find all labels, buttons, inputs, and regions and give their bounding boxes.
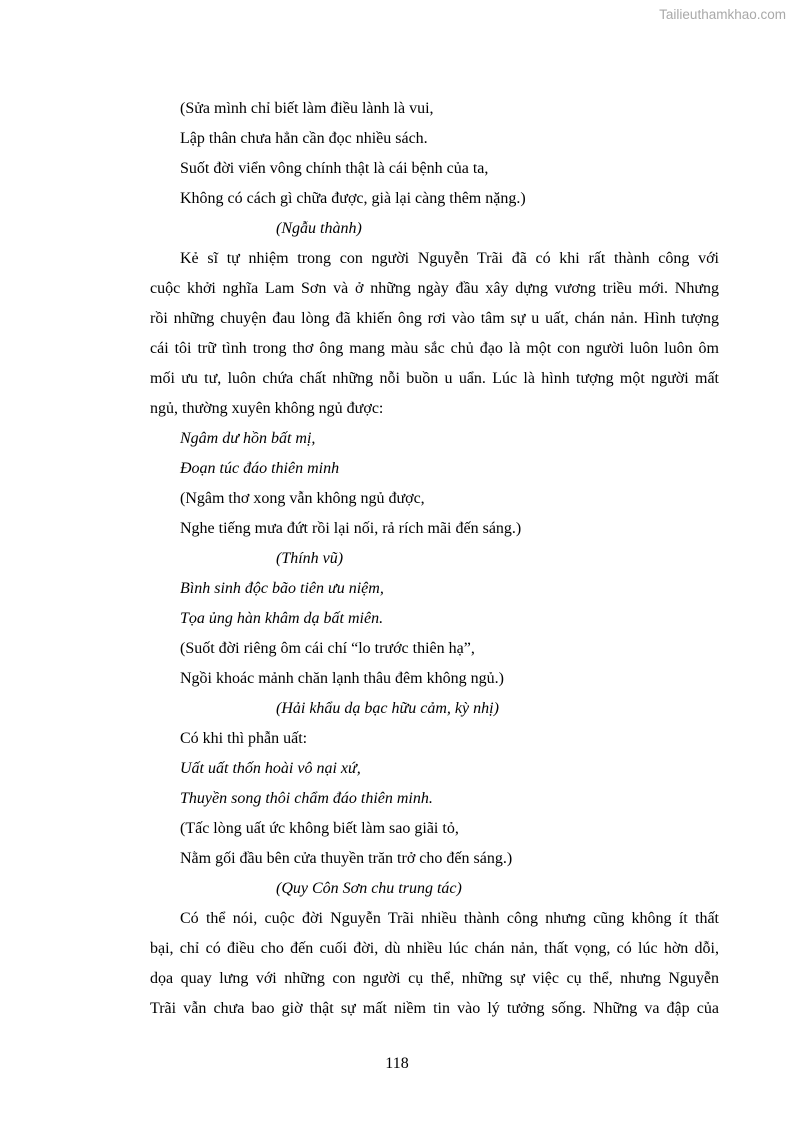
- poem-caption: (Quy Côn Sơn chu trung tác): [276, 880, 462, 897]
- paragraph-line: dọa quay lưng với những con người cụ thể, những sự việc cụ thể, nhưng Nguyễn: [150, 970, 719, 987]
- verse-translation: Nằm gối đầu bên cửa thuyền trăn trở cho đến sáng.): [180, 850, 513, 867]
- verse-original: Thuyền song thôi chẩm đáo thiên minh.: [180, 790, 433, 807]
- verse-line: (Sửa mình chỉ biết làm điều lành là vui,: [180, 100, 434, 117]
- paragraph: [150, 244, 719, 274]
- intro-line: Có khi thì phẫn uất:: [180, 730, 308, 747]
- watermark: Tailieuthamkhao.com: [659, 7, 786, 22]
- paragraph-line: Trãi vẫn chưa bao giờ thật sự mất niềm tin vào lý tưởng sống. Những va đập của: [150, 1000, 719, 1017]
- paragraph-line: cái tôi trữ tình trong thơ ông mang màu sắc chủ đạo là một con người luôn luôn ôm: [150, 340, 719, 357]
- paragraph-line: cuộc khởi nghĩa Lam Sơn và ở những ngày đầu xây dựng vương triều mới. Nhưng: [150, 280, 719, 297]
- poem-caption: (Hải khẩu dạ bạc hữu cảm, kỳ nhị): [276, 700, 499, 717]
- page-number: 118: [385, 1055, 409, 1072]
- verse-original: Uất uất thốn hoài vô nại xứ,: [180, 760, 361, 777]
- verse-original: Đoạn túc đáo thiên minh: [180, 460, 340, 477]
- verse-line: Suốt đời viển vông chính thật là cái bệnh của ta,: [180, 160, 489, 177]
- verse-translation: Nghe tiếng mưa đứt rồi lại nối, rả rích mãi đến sáng.): [180, 520, 522, 537]
- paragraph-line: ngủ, thường xuyên không ngủ được:: [150, 400, 384, 417]
- paragraph-body: [150, 274, 719, 424]
- paragraph-line: mối ưu tư, luôn chứa chất những nỗi buồn u uẩn. Lúc là hình tượng một người mất: [150, 370, 719, 387]
- verse-translation: (Suốt đời riêng ôm cái chí “lo trước thiên hạ”,: [180, 640, 475, 657]
- verse-translation: (Ngâm thơ xong vẫn không ngủ được,: [180, 490, 425, 507]
- paragraph-line: rồi những chuyện đau lòng đã khiến ông rơi vào tâm sự u uất, chán nản. Hình tượng: [150, 310, 719, 327]
- verse-original: Ngâm dư hồn bất mị,: [180, 430, 316, 447]
- poem-caption: (Ngẫu thành): [276, 220, 362, 237]
- verse-translation: (Tấc lòng uất ức không biết làm sao giãi tỏ,: [180, 820, 459, 837]
- paragraph-line: Có thể nói, cuộc đời Nguyễn Trãi nhiều thành công nhưng cũng không ít thất: [180, 910, 719, 927]
- verse-original: Bình sinh độc bão tiên ưu niệm,: [180, 580, 384, 597]
- verse-translation: Ngồi khoác mảnh chăn lạnh thâu đêm không ngủ.): [180, 670, 504, 687]
- paragraph-line: bại, chỉ có điều cho đến cuối đời, dù nhiều lúc chán nản, thất vọng, có lúc hờn dỗi,: [150, 940, 719, 957]
- verse-line: Lập thân chưa hẳn cần đọc nhiều sách.: [180, 130, 428, 147]
- paragraph-line: Kẻ sĩ tự nhiệm trong con người Nguyễn Trãi đã có khi rất thành công với: [180, 250, 719, 267]
- poem-caption: (Thính vũ): [276, 550, 344, 567]
- page-content: [150, 94, 719, 1024]
- verse-line: Không có cách gì chữa được, già lại càng thêm nặng.): [180, 190, 526, 207]
- verse-original: Tọa ủng hàn khâm dạ bất miên.: [180, 610, 384, 627]
